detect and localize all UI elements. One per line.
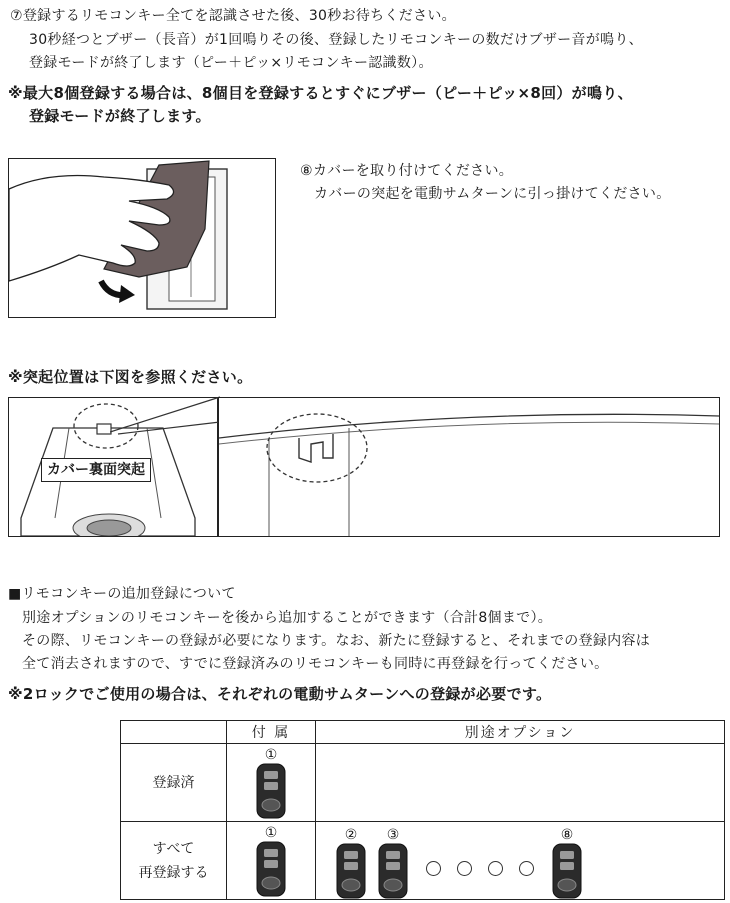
row-label-reregister-line1: すべて <box>152 840 195 857</box>
step7-line3: 登録モードが終了します（ピー＋ピッ×リモコンキー認識数）。 <box>29 55 433 71</box>
row-label-reregister <box>121 822 227 900</box>
step7-line2: 30秒経つとブザー（長音）が1回鳴りその後、登録したリモコンキーの数だけブザー音が鳴り、 <box>29 32 643 48</box>
cell-option-reregister <box>316 822 725 900</box>
cover-protrusion-callout: カバー裏面突起 <box>41 458 151 482</box>
protrusion-closeup-diagram <box>218 397 720 537</box>
section-heading: ■リモコンキーの追加登録について <box>8 586 236 602</box>
section-paragraph-1: 別途オプションのリモコンキーを後から追加することができます（合計8個まで）。 <box>22 610 553 626</box>
col-header-option: 別途オプション <box>316 721 725 744</box>
hand-cover-drawing <box>9 159 275 317</box>
section-note-2lock: ※2ロックでご使用の場合は、それぞれの電動サムターンへの登録が必要です。 <box>8 685 552 703</box>
remote-key-icon <box>336 843 366 899</box>
protrusion-closeup-drawing <box>219 398 719 536</box>
remote-number: ⑧ <box>560 826 574 843</box>
table-row-reregister <box>121 822 725 900</box>
step8-line1: ⑧カバーを取り付けてください。 <box>300 163 514 179</box>
remote-key-icon <box>256 763 286 819</box>
remote-number: ② <box>344 826 358 843</box>
step7-line1: ⑦登録するリモコンキー全てを認識させた後、30秒お待ちください。 <box>10 8 456 24</box>
table-header-row <box>121 721 725 744</box>
remote-number: ① <box>264 746 278 763</box>
remote-key-icon <box>552 843 582 899</box>
omitted-remotes-dots <box>418 839 542 899</box>
remote-number: ① <box>264 824 278 841</box>
step8-line2: カバーの突起を電動サムターンに引っ掛けてください。 <box>314 186 671 202</box>
col-header-attached: 付 属 <box>227 721 316 744</box>
cover-attach-illustration <box>8 158 276 318</box>
cell-attached-registered <box>227 744 316 822</box>
section-paragraph-2: その際、リモコンキーの登録が必要になります。なお、新たに登録すると、それまでの登録内容は <box>22 633 651 649</box>
remote-key-icon <box>256 841 286 897</box>
ellipsis-circle-icon <box>457 861 472 876</box>
remote-key-icon <box>378 843 408 899</box>
section-paragraph-3: 全て消去されますので、すでに登録済みのリモコンキーも同時に再登録を行ってください。 <box>22 656 609 672</box>
remote-number: ③ <box>386 826 400 843</box>
note-max-line2: 登録モードが終了します。 <box>29 107 211 125</box>
note-protrusion: ※突起位置は下図を参照ください。 <box>8 368 253 386</box>
ellipsis-circle-icon <box>426 861 441 876</box>
registration-table <box>120 720 725 900</box>
row-label-registered: 登録済 <box>121 744 227 822</box>
cell-attached-reregister <box>227 822 316 900</box>
cell-option-registered <box>316 744 725 822</box>
ellipsis-circle-icon <box>519 861 534 876</box>
note-max-line1: ※最大8個登録する場合は、8個目を登録するとすぐにブザー（ピー＋ピッ×8回）が鳴り、 <box>8 84 633 102</box>
table-corner-cell <box>121 721 227 744</box>
ellipsis-circle-icon <box>488 861 503 876</box>
zoom-connector-lines <box>110 396 222 436</box>
table-row-registered <box>121 744 725 822</box>
row-label-reregister-line2: 再登録する <box>138 864 209 881</box>
